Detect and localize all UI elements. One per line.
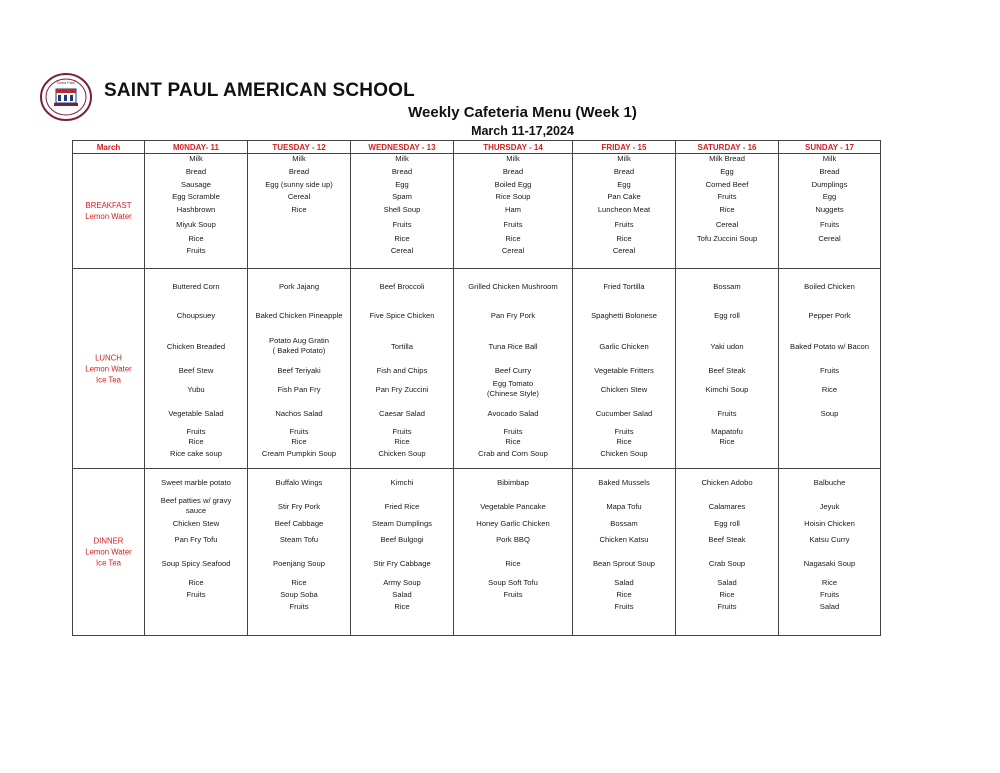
menu-item: Beef Bulgogi bbox=[380, 535, 424, 544]
menu-item: Sweet marble potato bbox=[161, 478, 231, 487]
menu-item: Chicken Breaded bbox=[166, 342, 226, 351]
menu-item: Spam bbox=[392, 192, 412, 201]
menu-item: Sausage bbox=[181, 180, 211, 189]
menu-item: Boiled Egg bbox=[494, 180, 532, 189]
menu-item: Egg bbox=[720, 167, 734, 176]
breakfast-cell-saturday bbox=[676, 154, 779, 269]
drink-name: Lemon Water bbox=[85, 547, 132, 557]
menu-item: Boiled Chicken bbox=[804, 282, 855, 291]
menu-item: Hoisin Chicken bbox=[804, 519, 855, 528]
menu-item: Bossam bbox=[610, 519, 638, 528]
drink-name: Lemon Water bbox=[85, 212, 132, 221]
menu-item: Fruits bbox=[717, 602, 737, 611]
menu-item: Chicken Stew bbox=[600, 385, 648, 394]
menu-item: Mapa Tofu bbox=[606, 502, 642, 511]
meal-name: DINNER bbox=[93, 536, 124, 546]
day-header-saturday: SATURDAY - 16 bbox=[676, 141, 779, 154]
menu-item: Rice bbox=[394, 437, 410, 446]
menu-item: Steam Dumplings bbox=[372, 519, 432, 528]
lunch-cell-tuesday bbox=[248, 269, 351, 469]
menu-item: Rice bbox=[719, 590, 735, 599]
menu-item: Fish and Chips bbox=[376, 366, 428, 375]
menu-title: Weekly Cafeteria Menu (Week 1) bbox=[408, 104, 637, 121]
menu-item: Rice bbox=[505, 559, 521, 568]
lunch-label-cell bbox=[73, 269, 145, 469]
menu-item: Baked Mussels bbox=[598, 478, 650, 487]
menu-item: Rice bbox=[291, 578, 307, 587]
menu-item: Ham bbox=[504, 205, 522, 214]
menu-item: Rice bbox=[719, 437, 735, 446]
menu-item: Kimchi bbox=[390, 478, 414, 487]
menu-item: Honey Garlic Chicken bbox=[476, 519, 550, 528]
menu-item: Cream Pumpkin Soup bbox=[261, 449, 337, 458]
menu-item: Fruits bbox=[820, 220, 839, 229]
month-header: March bbox=[73, 141, 145, 154]
menu-item: Bossam bbox=[713, 282, 741, 291]
svg-text:Saint Paul: Saint Paul bbox=[56, 80, 76, 85]
menu-item: Salad bbox=[392, 590, 412, 599]
menu-item: Fruits bbox=[289, 602, 309, 611]
menu-item: Milk bbox=[506, 154, 520, 163]
menu-item: Egg (sunny side up) bbox=[265, 180, 333, 189]
menu-item: Cereal bbox=[390, 246, 414, 255]
menu-item: Cereal bbox=[612, 246, 636, 255]
breakfast-label bbox=[73, 200, 144, 222]
dinner-row bbox=[73, 469, 881, 636]
menu-item: Egg bbox=[617, 180, 631, 189]
menu-item: (Chinese Style) bbox=[487, 389, 539, 398]
meal-name: LUNCH bbox=[95, 353, 122, 362]
menu-item: Rice bbox=[188, 578, 204, 587]
menu-item: Corned Beef bbox=[705, 180, 749, 189]
menu-item: Mapatofu bbox=[711, 427, 743, 436]
menu-item: Salad bbox=[717, 578, 737, 587]
menu-item: Rice bbox=[394, 602, 410, 611]
menu-item: Beef Broccoli bbox=[379, 282, 425, 291]
menu-item: Bread bbox=[819, 167, 840, 176]
menu-item: Cereal bbox=[501, 246, 525, 255]
day-header-thursday: THURSDAY - 14 bbox=[454, 141, 573, 154]
dinner-cell-monday bbox=[145, 469, 248, 636]
menu-item: Fruits bbox=[614, 220, 634, 229]
menu-item: Rice bbox=[616, 234, 632, 243]
menu-item: Fruits bbox=[392, 427, 412, 436]
menu-item: Bread bbox=[185, 167, 207, 176]
dinner-label-cell bbox=[73, 469, 145, 636]
lunch-cell-saturday bbox=[676, 269, 779, 469]
menu-item: Bread bbox=[391, 167, 413, 176]
menu-item: Rice bbox=[616, 590, 632, 599]
menu-item: Egg Scramble bbox=[172, 192, 220, 201]
menu-item: Garlic Chicken bbox=[599, 342, 649, 351]
menu-item: Tortilla bbox=[391, 342, 413, 351]
menu-item: Salad bbox=[614, 578, 634, 587]
breakfast-cell-monday bbox=[145, 154, 248, 269]
menu-item: Baked Chicken Pineapple bbox=[255, 311, 343, 320]
menu-item: Crab and Corn Soup bbox=[478, 449, 548, 458]
menu-item: Milk bbox=[189, 154, 203, 163]
menu-item: Beef Curry bbox=[494, 366, 532, 375]
menu-item: Bread bbox=[502, 167, 524, 176]
meal-name: BREAKFAST bbox=[85, 201, 132, 210]
menu-item: Five Spice Chicken bbox=[369, 311, 435, 320]
menu-item: Fruits bbox=[503, 590, 523, 599]
menu-item: Bean Sprout Soup bbox=[592, 559, 656, 568]
dinner-cell-sunday bbox=[779, 469, 881, 636]
breakfast-cell-tuesday bbox=[248, 154, 351, 269]
menu-item: Nachos Salad bbox=[275, 409, 323, 418]
menu-item: Fruits bbox=[289, 427, 309, 436]
day-header-wednesday: WEDNESDAY - 13 bbox=[351, 141, 454, 154]
menu-item: Pan Fry Zuccini bbox=[375, 385, 429, 394]
lunch-cell-sunday bbox=[779, 269, 881, 469]
menu-item: Shell Soup bbox=[383, 205, 421, 214]
menu-item: Pork BBQ bbox=[496, 535, 530, 544]
menu-item: Pepper Pork bbox=[808, 311, 851, 320]
menu-item: Nagasaki Soup bbox=[803, 559, 856, 568]
menu-item: Pan Fry Tofu bbox=[174, 535, 218, 544]
menu-item: Soup Soba bbox=[280, 590, 318, 599]
menu-item: Beef Stew bbox=[178, 366, 214, 375]
menu-item: Fruits bbox=[186, 427, 206, 436]
menu-item: Egg Tomato bbox=[492, 379, 534, 388]
breakfast-cell-friday bbox=[573, 154, 676, 269]
menu-item: Rice bbox=[505, 437, 521, 446]
lunch-cell-monday bbox=[145, 269, 248, 469]
dinner-cell-wednesday bbox=[351, 469, 454, 636]
menu-item: Bread bbox=[288, 167, 310, 176]
menu-item: Baked Potato w/ Bacon bbox=[790, 342, 869, 351]
menu-table bbox=[72, 140, 881, 636]
menu-item: Milk Bread bbox=[709, 154, 745, 163]
menu-item: Vegetable Pancake bbox=[480, 502, 546, 511]
menu-item: Fruits bbox=[614, 427, 634, 436]
menu-item: Fish Pan Fry bbox=[277, 385, 321, 394]
menu-item: Choupsuey bbox=[176, 311, 216, 320]
menu-item: sauce bbox=[185, 506, 207, 515]
drink-name: Lemon Water bbox=[85, 364, 132, 373]
menu-item: Pan Cake bbox=[607, 192, 641, 201]
menu-item: Yaki udon bbox=[710, 342, 744, 351]
menu-item: Egg roll bbox=[714, 519, 740, 528]
day-header-row bbox=[73, 141, 881, 154]
menu-item: Grilled Chicken Mushroom bbox=[468, 282, 558, 291]
menu-item: Rice bbox=[616, 437, 632, 446]
drink-name: Ice Tea bbox=[96, 375, 121, 384]
menu-item: Army Soup bbox=[383, 578, 421, 587]
menu-item: Fruits bbox=[717, 409, 737, 418]
menu-item: Salad bbox=[819, 602, 840, 611]
menu-item: Jeyuk bbox=[819, 502, 840, 511]
menu-item: Tofu Zuccini Soup bbox=[696, 234, 758, 243]
menu-item: Fried Rice bbox=[384, 502, 420, 511]
menu-item: Rice bbox=[291, 437, 307, 446]
menu-item: Rice bbox=[394, 234, 410, 243]
menu-item: Fruits bbox=[717, 192, 737, 201]
menu-item: Fruits bbox=[186, 590, 206, 599]
lunch-cell-wednesday bbox=[351, 269, 454, 469]
menu-item: Balbuche bbox=[813, 478, 846, 487]
day-header-friday: FRIDAY - 15 bbox=[573, 141, 676, 154]
day-header-sunday: SUNDAY - 17 bbox=[779, 141, 881, 154]
menu-item: Fruits bbox=[614, 602, 634, 611]
dinner-cell-tuesday bbox=[248, 469, 351, 636]
menu-item: Rice Soup bbox=[495, 192, 531, 201]
menu-item: Chicken Adobo bbox=[701, 478, 753, 487]
menu-item: Fruits bbox=[186, 246, 206, 255]
menu-item: Rice bbox=[188, 437, 204, 446]
menu-item: Chicken Soup bbox=[378, 449, 426, 458]
menu-item: Crab Soup bbox=[708, 559, 746, 568]
menu-item: Buttered Corn bbox=[172, 282, 220, 291]
menu-item: Rice cake soup bbox=[170, 449, 222, 458]
day-header-monday: M0NDAY- 11 bbox=[145, 141, 248, 154]
menu-item: Milk bbox=[822, 154, 837, 163]
lunch-cell-friday bbox=[573, 269, 676, 469]
menu-item: Pan Fry Pork bbox=[490, 311, 536, 320]
menu-item: Stir Fry Pork bbox=[277, 502, 321, 511]
menu-item: Rice bbox=[821, 385, 838, 394]
breakfast-cell-wednesday bbox=[351, 154, 454, 269]
dinner-cell-thursday bbox=[454, 469, 573, 636]
breakfast-cell-sunday bbox=[779, 154, 881, 269]
lunch-cell-thursday bbox=[454, 269, 573, 469]
school-name: SAINT PAUL AMERICAN SCHOOL bbox=[104, 80, 415, 101]
menu-item: Cucumber Salad bbox=[595, 409, 653, 418]
menu-item: Cereal bbox=[715, 220, 739, 229]
menu-item: Rice bbox=[505, 234, 521, 243]
menu-item: Fruits bbox=[820, 590, 839, 599]
menu-item: Egg bbox=[395, 180, 409, 189]
menu-item: Caesar Salad bbox=[378, 409, 425, 418]
menu-item: Soup bbox=[820, 409, 839, 418]
menu-item: Beef Steak bbox=[708, 535, 746, 544]
menu-item: Fruits bbox=[503, 220, 523, 229]
breakfast-row bbox=[73, 154, 881, 269]
menu-item: Avocado Salad bbox=[487, 409, 539, 418]
menu-item: Luncheon Meat bbox=[597, 205, 651, 214]
menu-item: Beef Steak bbox=[708, 366, 746, 375]
menu-item: Spaghetti Bolonese bbox=[591, 311, 657, 320]
menu-item: Rice bbox=[291, 205, 307, 214]
menu-item: Dumplings bbox=[811, 180, 848, 189]
breakfast-label-cell bbox=[73, 154, 145, 269]
drink-name: Ice Tea bbox=[96, 558, 121, 568]
dinner-cell-saturday bbox=[676, 469, 779, 636]
menu-item: Milk bbox=[617, 154, 631, 163]
menu-item: Vegetable Salad bbox=[168, 409, 224, 418]
menu-item: Rice bbox=[719, 205, 735, 214]
menu-item: Buffalo Wings bbox=[275, 478, 323, 487]
menu-item: Vegetable Fritters bbox=[594, 366, 654, 375]
menu-item: ( Baked Potato) bbox=[272, 346, 326, 355]
menu-item: Pork Jajang bbox=[278, 282, 320, 291]
dinner-label bbox=[73, 536, 144, 569]
menu-item: Cereal bbox=[818, 234, 841, 243]
menu-item: Beef Teriyaki bbox=[277, 366, 321, 375]
menu-item: Poenjang Soup bbox=[273, 559, 325, 568]
menu-item: Fruits bbox=[503, 427, 523, 436]
menu-item: Bread bbox=[613, 167, 635, 176]
menu-item: Cereal bbox=[287, 192, 311, 201]
menu-item: Yubu bbox=[187, 385, 205, 394]
menu-item: Calamares bbox=[708, 502, 746, 511]
menu-item: Beef Cabbage bbox=[274, 519, 324, 528]
menu-item: Chicken Soup bbox=[600, 449, 648, 458]
menu-item: Tuna Rice Ball bbox=[488, 342, 538, 351]
menu-item: Egg bbox=[822, 192, 837, 201]
menu-item: Fried Tortilla bbox=[603, 282, 645, 291]
menu-item: Miyuk Soup bbox=[176, 220, 216, 229]
menu-item: Steam Tofu bbox=[279, 535, 319, 544]
menu-item: Katsu Curry bbox=[809, 535, 850, 544]
menu-item: Nuggets bbox=[815, 205, 844, 214]
menu-dates: March 11-17,2024 bbox=[471, 124, 574, 138]
menu-item: Milk bbox=[395, 154, 409, 163]
day-header-tuesday: TUESDAY - 12 bbox=[248, 141, 351, 154]
menu-item: Potato Aug Gratin bbox=[269, 336, 329, 345]
lunch-label bbox=[73, 352, 144, 385]
menu-item: Fruits bbox=[820, 366, 839, 375]
menu-item: Bibimbap bbox=[497, 478, 529, 487]
menu-item: Hashbrown bbox=[176, 205, 216, 214]
menu-item: Chicken Stew bbox=[172, 519, 220, 528]
menu-item: Stir Fry Cabbage bbox=[373, 559, 431, 568]
menu-item: Rice bbox=[188, 234, 204, 243]
menu-item: Beef patties w/ gravy bbox=[160, 496, 232, 505]
breakfast-cell-thursday bbox=[454, 154, 573, 269]
lunch-row bbox=[73, 269, 881, 469]
menu-item: Fruits bbox=[392, 220, 412, 229]
menu-item: Kimchi Soup bbox=[705, 385, 749, 394]
menu-item: Soup Soft Tofu bbox=[488, 578, 538, 587]
menu-item: Chicken Katsu bbox=[599, 535, 649, 544]
menu-item: Milk bbox=[292, 154, 306, 163]
menu-item: Rice bbox=[821, 578, 838, 587]
menu-item: Soup Spicy Seafood bbox=[161, 559, 231, 568]
menu-item: Egg roll bbox=[714, 311, 740, 320]
dinner-cell-friday bbox=[573, 469, 676, 636]
